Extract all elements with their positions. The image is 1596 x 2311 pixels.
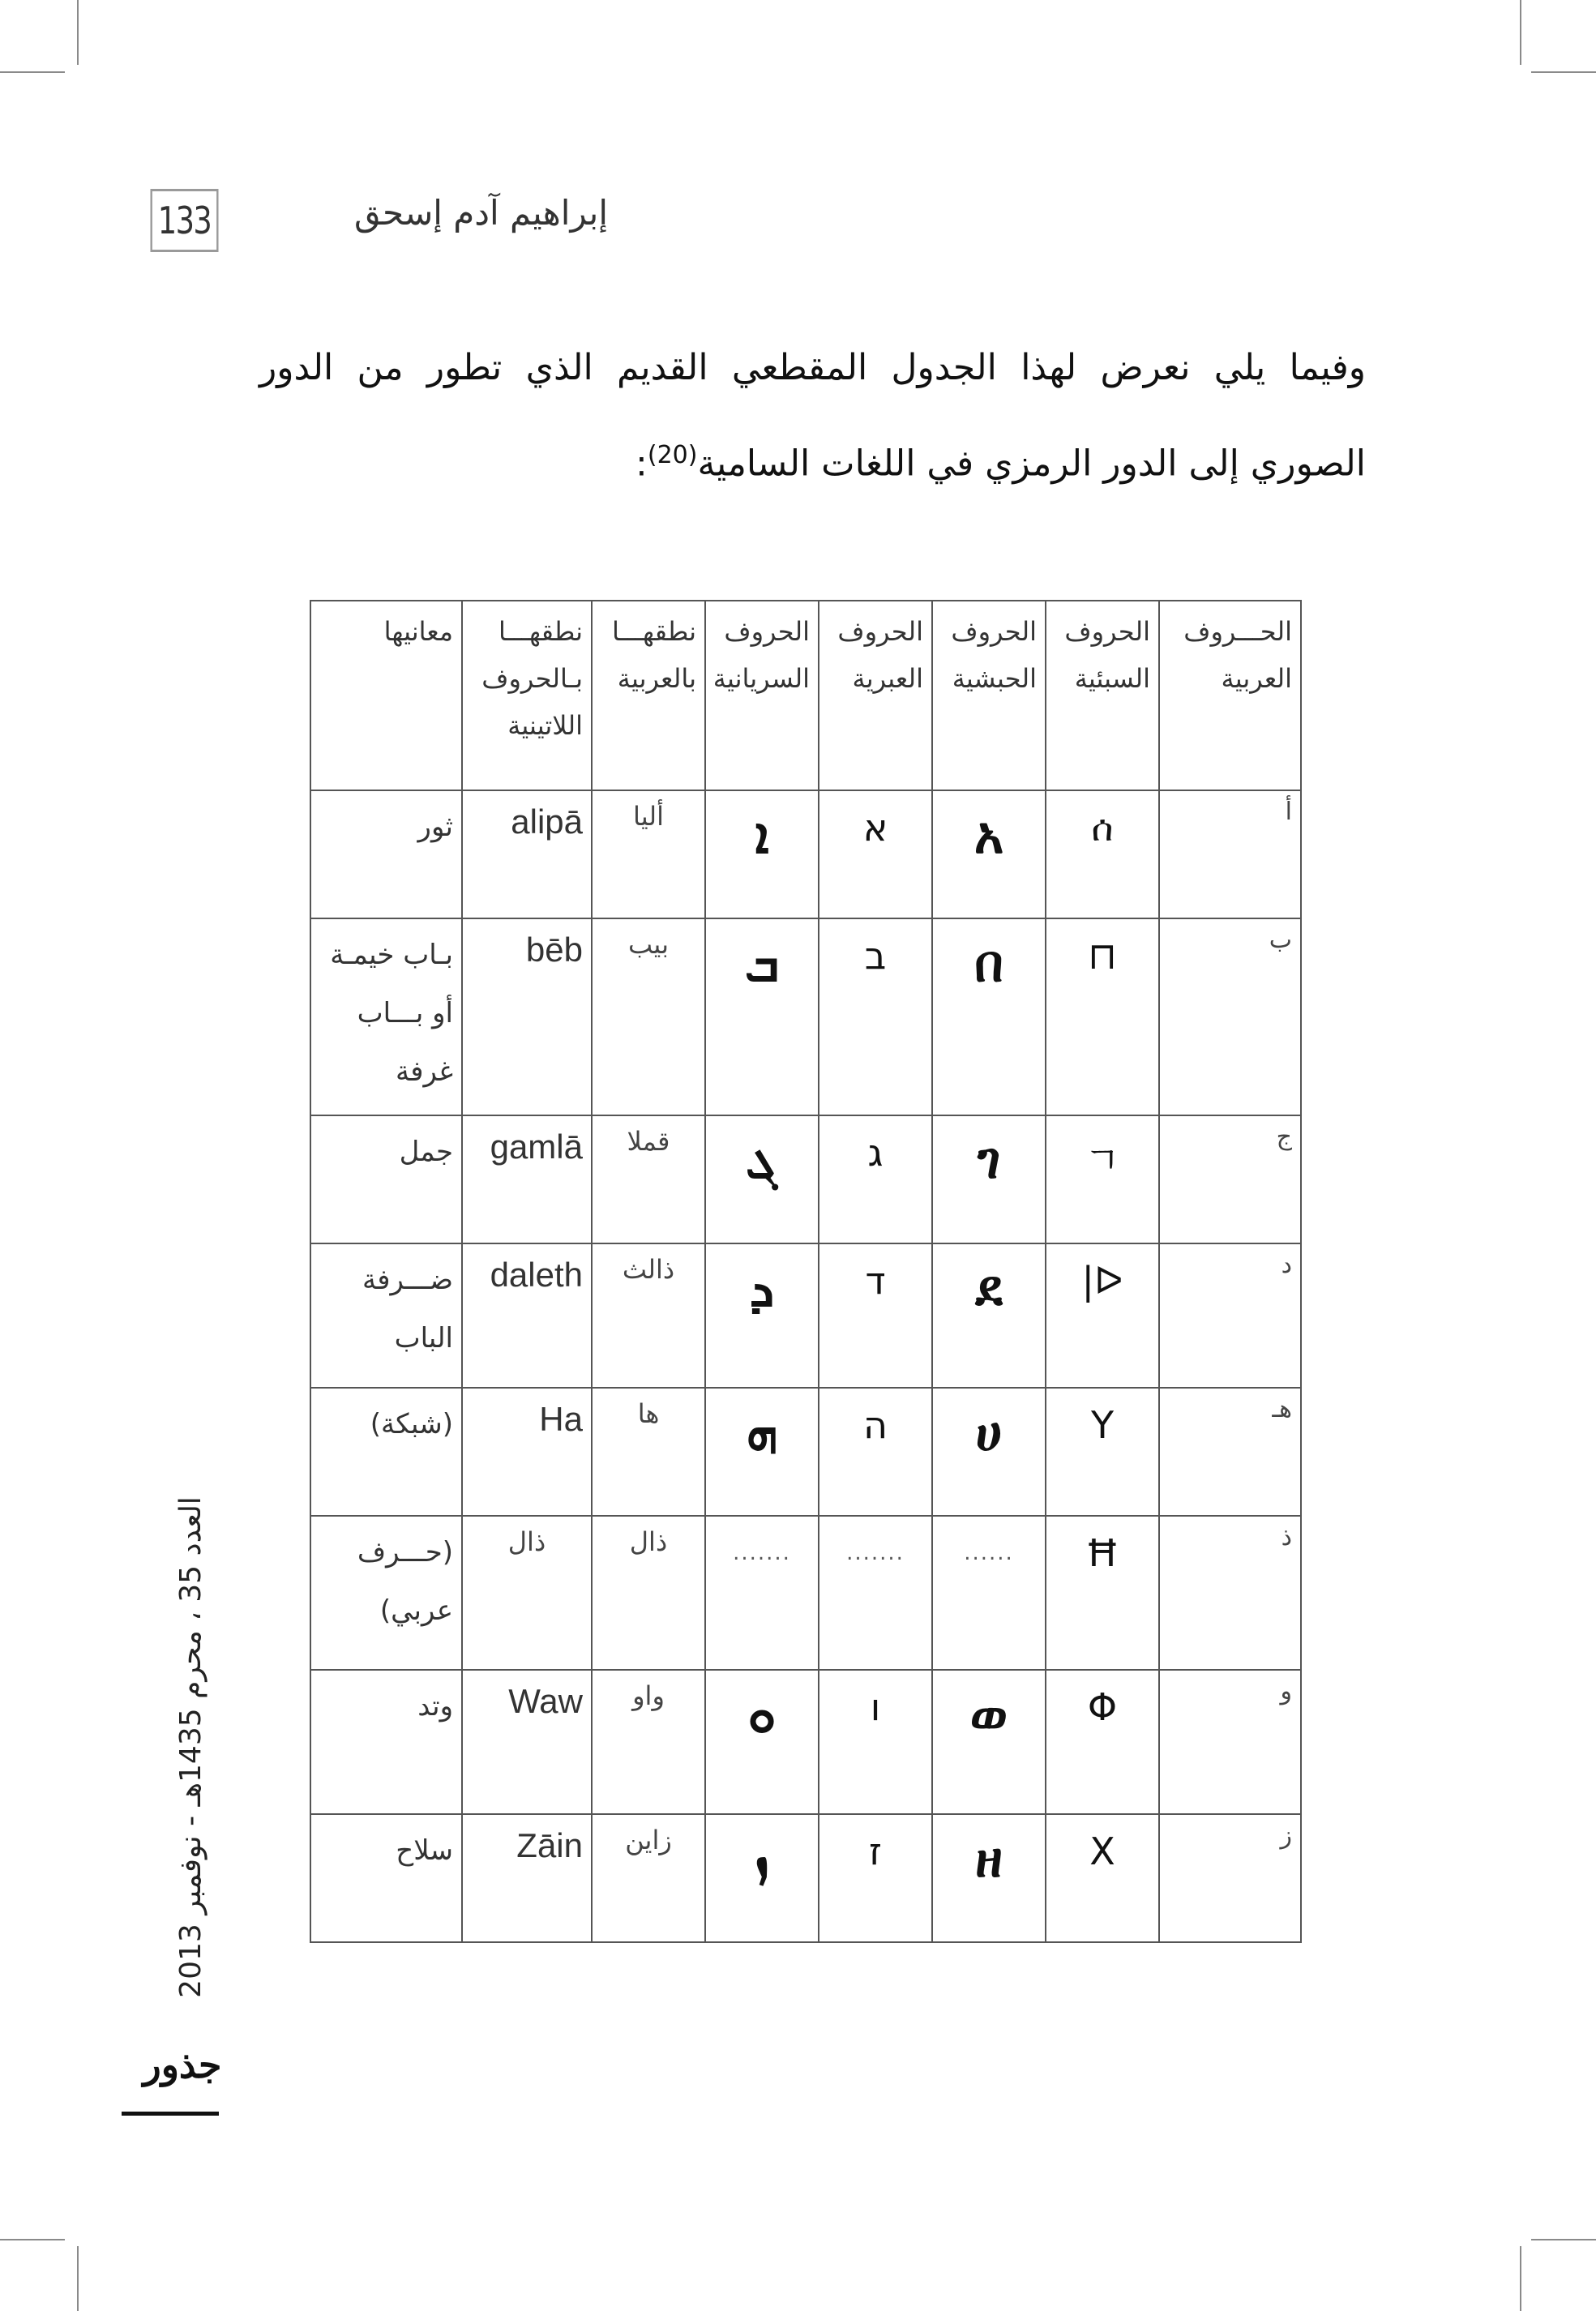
hebrew-glyph: ב — [819, 918, 932, 1115]
ethiopic-glyph: ደ — [932, 1243, 1046, 1388]
arabic-letter: أ — [1159, 790, 1301, 918]
page-number: 133 — [151, 189, 219, 252]
issue-info — [154, 1471, 227, 2022]
latin-pronunciation: Ha — [462, 1388, 592, 1516]
crop-mark — [0, 2239, 65, 2240]
meaning: ضـــرفة الباب — [310, 1243, 462, 1388]
sabaean-glyph: ⊓ — [1046, 918, 1159, 1115]
intro-trail: : — [635, 443, 648, 485]
issue-text: العدد 35 ، محرم 1435هـ - نوفمبر 2013 — [173, 1496, 208, 1998]
sabaean-glyph: ሰ — [1046, 790, 1159, 918]
arabic-pronunciation: ذالث — [592, 1243, 705, 1388]
header-syriac: الحروف السريانية — [705, 601, 819, 790]
table-row — [310, 1388, 1301, 1516]
ethiopic-glyph: ...... — [932, 1516, 1046, 1670]
running-header-author: إبراهيم آدم إسحق — [353, 193, 608, 233]
arabic-letter: هـ — [1159, 1388, 1301, 1516]
sabaean-glyph: ㄱ — [1046, 1115, 1159, 1243]
syriac-glyph: ܒ — [705, 918, 819, 1115]
header-sabaean: الحروف السبئية — [1046, 601, 1159, 790]
header-arabic: الحـــروف العربية — [1159, 601, 1301, 790]
arabic-pronunciation: ها — [592, 1388, 705, 1516]
table-row — [310, 790, 1301, 918]
syriac-glyph: ܘ — [705, 1670, 819, 1814]
hebrew-glyph: ז — [819, 1814, 932, 1942]
crop-mark — [0, 71, 65, 73]
table-row — [310, 1243, 1301, 1388]
meaning: بـاب خيمـة أو بـــاب غرفة — [310, 918, 462, 1115]
arabic-pronunciation: بيب — [592, 918, 705, 1115]
arabic-letter: ز — [1159, 1814, 1301, 1942]
ethiopic-glyph: ዘ — [932, 1814, 1046, 1942]
table-row — [310, 1516, 1301, 1670]
header-ethiopic: الحروف الحبشية — [932, 601, 1046, 790]
hebrew-glyph: ג — [819, 1115, 932, 1243]
latin-pronunciation: alipā — [462, 790, 592, 918]
syriac-glyph: ....... — [705, 1516, 819, 1670]
sabaean-glyph: Φ — [1046, 1670, 1159, 1814]
syriac-glyph: ܕ — [705, 1243, 819, 1388]
footnote-ref: (20) — [647, 441, 698, 469]
meaning: (حـــرف عربي) — [310, 1516, 462, 1670]
latin-pronunciation: gamlā — [462, 1115, 592, 1243]
arabic-pronunciation: قملا — [592, 1115, 705, 1243]
syriac-glyph: ܓ — [705, 1115, 819, 1243]
syriac-glyph: ܙ — [705, 1814, 819, 1942]
sabaean-glyph: ᐅ| — [1046, 1243, 1159, 1388]
ethiopic-glyph: ወ — [932, 1670, 1046, 1814]
latin-pronunciation: Zāin — [462, 1814, 592, 1942]
header-latin-pronunciation: نطقهـــا بـالحروف اللاتينية — [462, 601, 592, 790]
arabic-letter: ب — [1159, 918, 1301, 1115]
crop-mark — [1531, 71, 1596, 73]
meaning: (شبكة) — [310, 1388, 462, 1516]
ethiopic-glyph: ገ — [932, 1115, 1046, 1243]
crop-mark — [1520, 0, 1521, 65]
latin-pronunciation: ذال — [462, 1516, 592, 1670]
table-header-row — [310, 601, 1301, 790]
syriac-glyph: ܗ — [705, 1388, 819, 1516]
journal-logo: جذور — [143, 2043, 222, 2086]
intro-text: وفيما يلي نعرض لهذا الجدول المقطعي القديم الذي تطور من الدور الصوري إلى الدور الرمزي في اللغات السامية — [259, 347, 1366, 485]
arabic-pronunciation: زاين — [592, 1814, 705, 1942]
ethiopic-glyph: በ — [932, 918, 1046, 1115]
hebrew-glyph: ד — [819, 1243, 932, 1388]
alphabet-table — [310, 600, 1302, 1943]
meaning: جمل — [310, 1115, 462, 1243]
table-row — [310, 1115, 1301, 1243]
arabic-letter: د — [1159, 1243, 1301, 1388]
arabic-pronunciation: واو — [592, 1670, 705, 1814]
hebrew-glyph: ה — [819, 1388, 932, 1516]
logo-underline — [122, 2112, 219, 2116]
crop-mark — [77, 2246, 79, 2311]
header-meaning: معانيها — [310, 601, 462, 790]
table-row — [310, 1670, 1301, 1814]
crop-mark — [1531, 2239, 1596, 2240]
meaning: ثور — [310, 790, 462, 918]
ethiopic-glyph: ሀ — [932, 1388, 1046, 1516]
header-arabic-pronunciation: نطقهـــا بالعربية — [592, 601, 705, 790]
hebrew-glyph: א — [819, 790, 932, 918]
alphabet-table-figure — [310, 600, 1300, 1889]
crop-mark — [1520, 2246, 1521, 2311]
latin-pronunciation: bēb — [462, 918, 592, 1115]
syriac-glyph: ܐ — [705, 790, 819, 918]
arabic-letter: و — [1159, 1670, 1301, 1814]
latin-pronunciation: Waw — [462, 1670, 592, 1814]
arabic-letter: ذ — [1159, 1516, 1301, 1670]
table-row — [310, 918, 1301, 1115]
table-row — [310, 1814, 1301, 1942]
sabaean-glyph: X — [1046, 1814, 1159, 1942]
arabic-letter: ج — [1159, 1115, 1301, 1243]
arabic-pronunciation: أليا — [592, 790, 705, 918]
meaning: سلاح — [310, 1814, 462, 1942]
ethiopic-glyph: አ — [932, 790, 1046, 918]
hebrew-glyph: ו — [819, 1670, 932, 1814]
arabic-pronunciation: ذال — [592, 1516, 705, 1670]
meaning: وتد — [310, 1670, 462, 1814]
header-hebrew: الحروف العبرية — [819, 601, 932, 790]
latin-pronunciation: daleth — [462, 1243, 592, 1388]
sabaean-glyph: Ħ — [1046, 1516, 1159, 1670]
hebrew-glyph: ....... — [819, 1516, 932, 1670]
crop-mark — [77, 0, 79, 65]
intro-paragraph — [259, 324, 1366, 508]
sabaean-glyph: Y — [1046, 1388, 1159, 1516]
